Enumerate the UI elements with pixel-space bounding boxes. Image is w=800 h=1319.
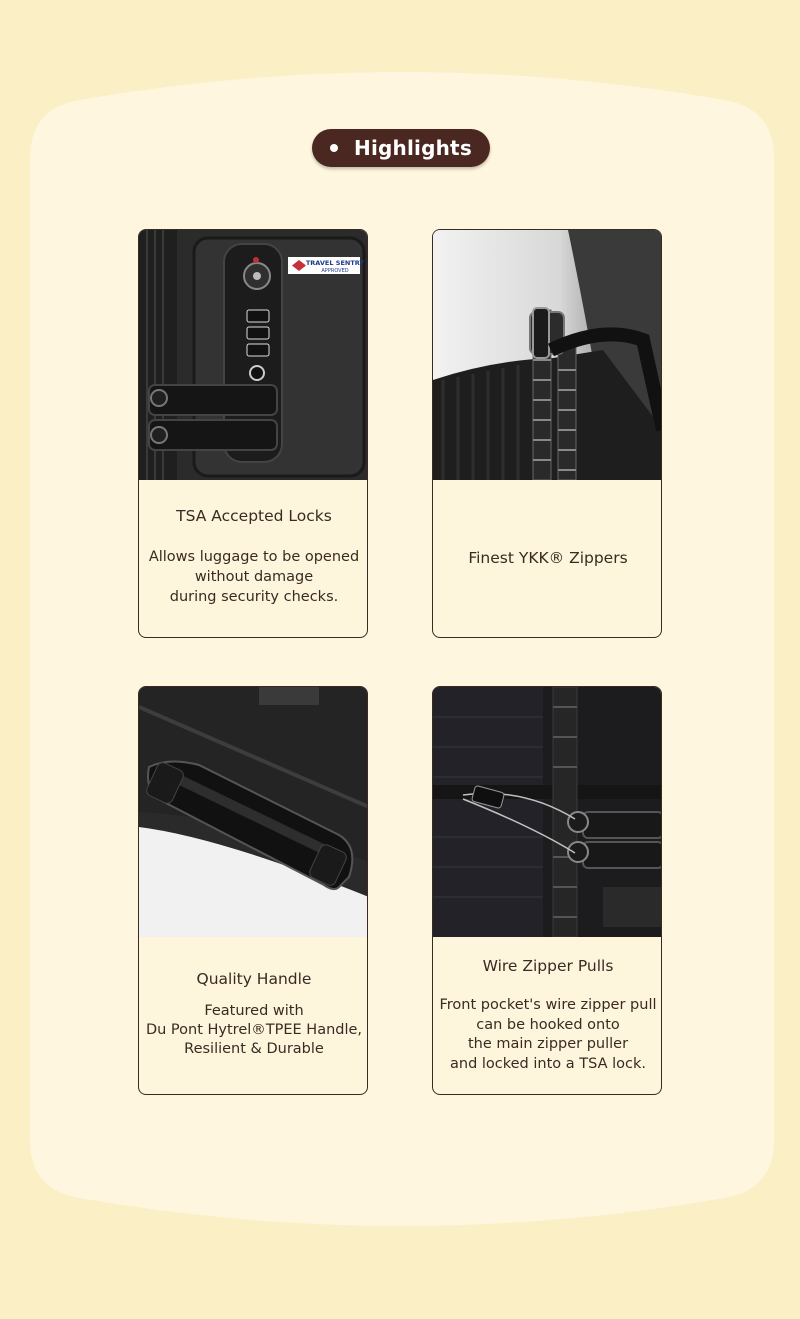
description-line: can be hooked onto [476,1016,620,1033]
description-line: Resilient & Durable [184,1041,324,1057]
feature-card-wire-zipper-pulls [432,686,662,1095]
tsa-lock-photo [139,230,368,480]
description-line: the main zipper puller [467,1036,629,1052]
description-line: and locked into a TSA lock. [450,1055,646,1072]
wire-pull-photo [433,687,662,937]
zipper-photo [433,230,662,480]
highlights-badge [312,129,490,167]
card-description [143,1002,365,1059]
card-title: Wire Zipper Pulls [482,957,614,975]
badge-line2: APPROVED [321,268,349,274]
description-line: Front pocket's wire zipper pull [439,997,657,1013]
description-line: without damage [194,569,314,585]
card-description [143,547,365,607]
card-title: TSA Accepted Locks [176,507,332,525]
card-title: Finest YKK® Zippers [468,549,628,567]
description-line: during security checks. [169,589,339,605]
description-line: Du Pont Hytrel®TPEE Handle, [145,1022,363,1038]
feature-card-tsa-locks [138,229,368,638]
badge-line1: TRAVEL SENTRY [305,259,365,267]
description-line: Allows luggage to be opened [148,549,360,565]
handle-photo [139,687,368,937]
card-title: Quality Handle [196,970,312,988]
feature-card-quality-handle [138,686,368,1095]
card-description [437,996,659,1074]
section-title: Highlights [354,136,472,160]
description-line: Featured with [204,1003,304,1019]
bullet-icon [330,144,338,152]
feature-card-ykk-zippers [432,229,662,638]
